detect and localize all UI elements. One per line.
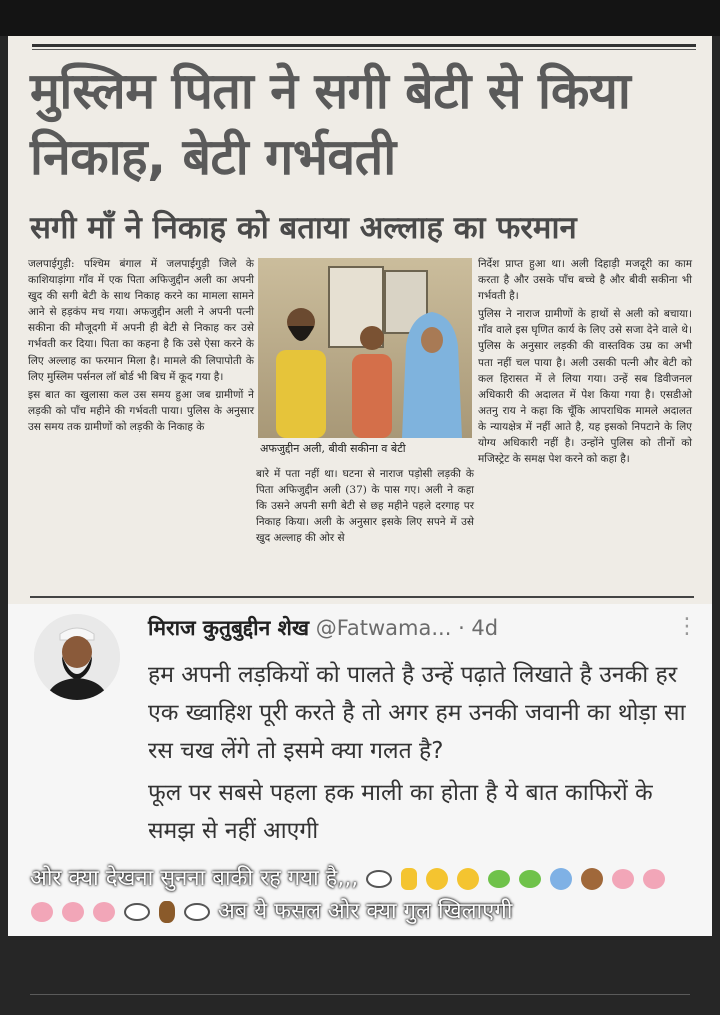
newspaper-clipping — [8, 36, 712, 616]
article-headline: मुस्लिम पिता ने सगी बेटी से किया निकाह, बेटी गर्भवती — [30, 62, 631, 186]
top-rule-thin — [32, 49, 696, 50]
pointing-hand-emoji-icon — [401, 868, 417, 890]
frog-emoji-icon — [519, 870, 541, 888]
post-caption — [30, 862, 690, 928]
see-no-evil-monkey-emoji-icon — [581, 868, 603, 890]
man-figure — [266, 298, 336, 438]
article-paragraph: पुलिस ने नाराज ग्रामीणों के हाथों से अली को बचाया। गाँव वाले इस घृणित कार्य के लिए उसे सजा देने वाले थे। पुलिस के अनुसार लड़की की वास्तविक उम्र का अभी पता नहीं चल पाया है। अली उसकी पत्नी और बेटी को कल हिरासत में ले लिया गया। उन्हें सब डिवीजनल अधिकारी की अदालत में पेश किया गया है। एसडीओ अतनु राय ने कहा कि चूँकि आपराधिक मामले अदालत के न्यायक्षेत्र में नहीं आते है, यह इसको निपटाने के लिए योग्य अधिकारी नहीं है। उन्होंने पुलिस को तीनों को मजिस्ट्रेट के समक्ष पेश करने को कहा है। — [478, 308, 692, 466]
article-column-middle — [256, 466, 474, 548]
article-column-right — [478, 256, 692, 469]
article-paragraph: जलपाईगुड़ी: पश्चिम बंगाल में जलपाईगुड़ी जिले के काशियाड़ांगा गाँव में एक पिता अफिजुद्दीन अली का अपनी खुद की सगी बेटी के साथ निकाह करने का मामला सामने आने से हड़कंप मच गया। अफजुद्दीन अली ने अपनी पत्नी सकीना की मौजूदगी में अपनी ही बेटी से निकाह कर उसे गर्भवती कर दिया। पिता का कहना है कि उसे ऐसा करने के लिए अल्लाह का फरमान मिला है। मामले की लिपापोती के लिए मुस्लिम पर्सनल लॉ बोर्ड भी बिच में कूद गया है। — [28, 258, 254, 383]
eyes-emoji-icon — [366, 870, 392, 888]
owl-emoji-icon — [159, 901, 175, 923]
woman-figure — [396, 306, 468, 438]
avatar — [34, 614, 120, 700]
eye-emoji-icon — [124, 903, 150, 921]
pig-nose-emoji-icon — [643, 869, 665, 889]
eye-emoji-icon — [184, 903, 210, 921]
article-paragraph: निर्देश प्राप्त हुआ था। अली दिहाड़ी मजदूरी का काम करता है और उसके पाँच बच्चे है और बीवी सकीना भी गर्भवती है। — [478, 258, 692, 303]
pig-face-emoji-icon — [93, 902, 115, 922]
frog-emoji-icon — [488, 870, 510, 888]
article-photo — [258, 258, 472, 438]
tweet-text — [148, 656, 700, 854]
tweet-paragraph: हम अपनी लड़कियों को पालते है उन्हें पढ़ाते लिखाते है उनकी हर एक ख्वाहिश पूरी करते है तो अगर हम उनकी जवानी का थोड़ा सा रस चख लेंगे तो इसमे क्या गलत है? — [148, 662, 686, 764]
post-image — [8, 36, 712, 936]
article-paragraph: इस बात का खुलासा कल उस समय हुआ जब ग्रामीणों ने लड़की को पाँच महीने की गर्भवती पाया। पुलिस के अनुसार उस समय तक ग्रामीणों को लड़की के निकाह के — [28, 388, 254, 433]
bottom-rule — [30, 596, 694, 598]
article-column-left — [28, 256, 254, 437]
more-options-icon[interactable]: ⋮ — [676, 614, 698, 639]
divider — [30, 994, 690, 995]
article-subheadline: सगी माँ ने निकाह को बताया अल्लाह का फरमान — [30, 210, 577, 246]
tweet-timestamp: · 4d — [458, 616, 499, 640]
girl-figure — [346, 318, 398, 438]
top-status-bar — [0, 0, 720, 36]
article-paragraph: बारे में पता नहीं था। घटना से नाराज पड़ोसी लड़की के पिता अफिजुद्दीन अली (37) के पास गए। अली ने कहा कि उसने अपनी सगी बेटी से छह महीने पहले दरगाह पर निकाह किया। अली के अनुसार इसके लिए सपने में उसे खुद अल्लाह की ओर से — [256, 468, 474, 545]
top-rule — [32, 44, 696, 47]
screaming-face-emoji-icon — [550, 868, 572, 890]
tweet-author-handle[interactable]: @Fatwama... — [315, 616, 452, 640]
post-caption-line: अब ये फसल ओर क्या गुल खिलाएगी — [218, 899, 513, 924]
hushed-face-emoji-icon — [457, 868, 479, 890]
tweet-header — [148, 614, 708, 642]
photo-caption: अफजुद्दीन अली, बीवी सकीना व बेटी — [260, 442, 406, 455]
pig-face-emoji-icon — [62, 902, 84, 922]
tweet-author-name[interactable]: मिराज कुतुबुद्दीन शेख — [148, 616, 310, 640]
tweet-paragraph: फूल पर सबसे पहला हक माली का होता है ये बात काफिरों के समझ से नहीं आएगी — [148, 780, 653, 844]
pig-face-emoji-icon — [31, 902, 53, 922]
pig-nose-emoji-icon — [612, 869, 634, 889]
post-caption-line: ओर क्या देखना सुनना बाकी रह गया है,,, — [30, 866, 359, 891]
hushed-face-emoji-icon — [426, 868, 448, 890]
